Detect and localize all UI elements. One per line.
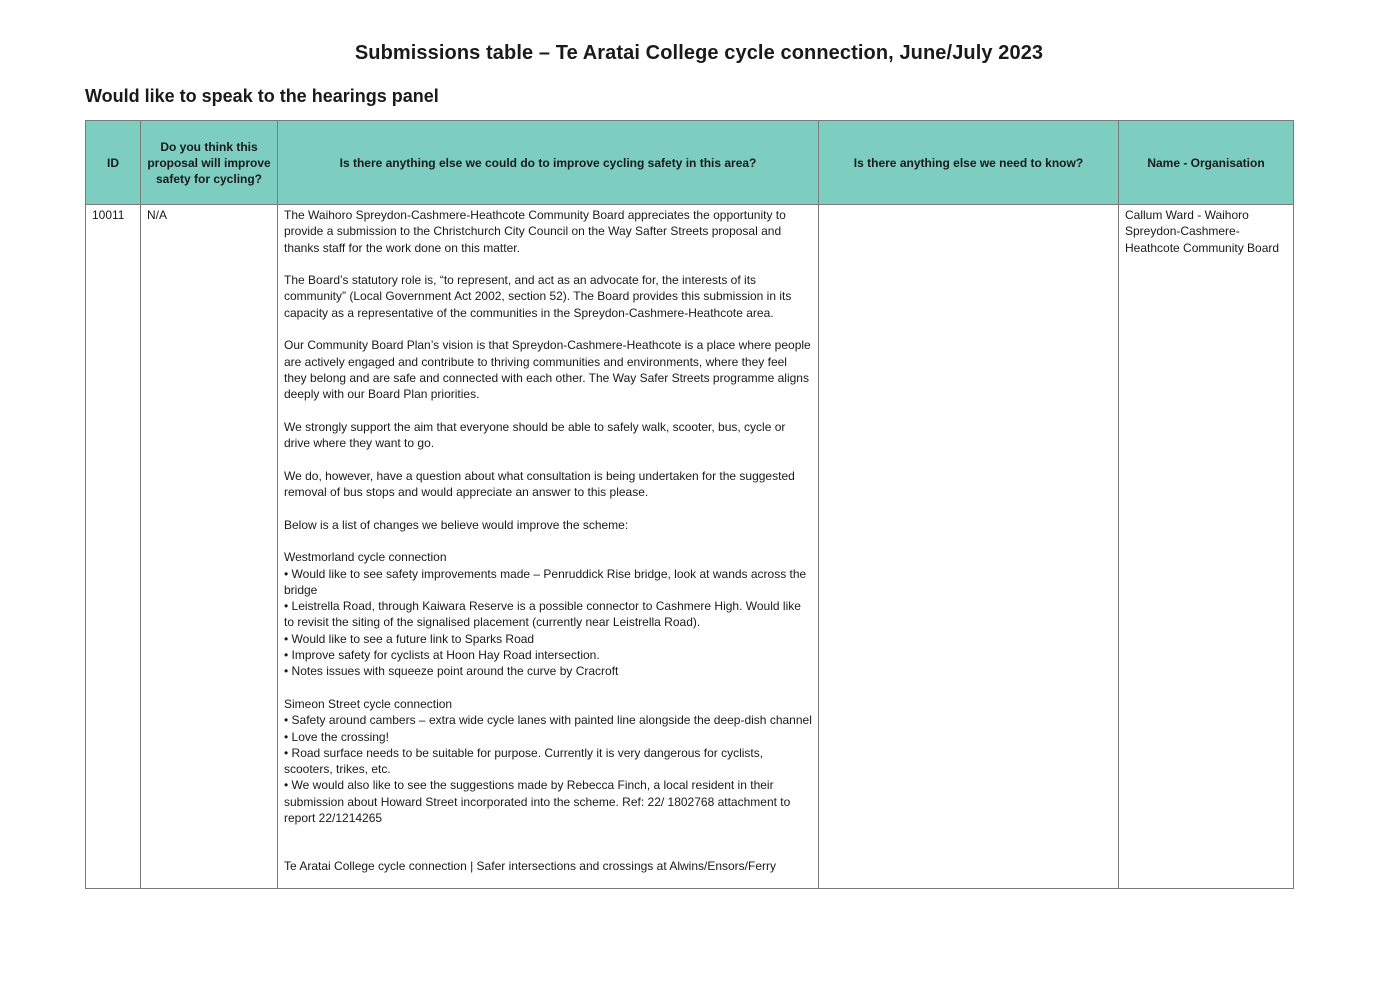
cell-anything-else-know	[819, 205, 1119, 889]
section-heading: Would like to speak to the hearings panel	[85, 86, 439, 106]
cell-improve-safety: N/A	[141, 205, 278, 889]
list-item: • Leistrella Road, through Kaiwara Reserve is a possible connector to Cashmere High. Would like to revisit the siting of the signalised placement (currently near Leistrella Road).	[284, 599, 801, 630]
simeon-heading: Simeon Street cycle connection	[284, 696, 453, 711]
comment-paragraph: The Waihoro Spreydon-Cashmere-Heathcote Community Board appreciates the opportunity to provide a submission to the Christchurch City Council on the Way Safter Streets proposal and thanks staff for the work done on this matter.	[284, 208, 786, 255]
list-item: • Notes issues with squeeze point around the curve by Cracroft	[284, 664, 619, 679]
simeon-section	[284, 696, 812, 826]
comment-paragraph: We strongly support the aim that everyone should be able to safely walk, scooter, bus, cycle or drive where they want to go.	[284, 419, 786, 451]
header-anything-else-know: Is there anything else we need to know?	[819, 121, 1119, 205]
comment-paragraph: We do, however, have a question about what consultation is being undertaken for the suggested removal of bus stops and would appreciate an answer to this please.	[284, 468, 795, 500]
list-item: • Road surface needs to be suitable for purpose. Currently it is very dangerous for cyclists, scooters, trikes, etc.	[284, 745, 764, 777]
cell-name-organisation: Callum Ward - Waihoro Spreydon-Cashmere-Heathcote Community Board	[1119, 205, 1294, 889]
table-row	[86, 205, 1294, 889]
comment-paragraph: The Board’s statutory role is, “to represent, and act as an advocate for, the interests of its community” (Local Government Act 2002, section 52). The Board provides this submission in its capacity as a representative of the communities in the Spreydon-Cashmere-Heathcote area.	[284, 273, 792, 320]
cell-comments	[278, 205, 819, 889]
header-anything-else-cycling: Is there anything else we could do to improve cycling safety in this area?	[278, 121, 819, 205]
document-title: Submissions table – Te Aratai College cycle connection, June/July 2023	[354, 42, 1044, 64]
header-name-organisation: Name - Organisation	[1119, 121, 1294, 205]
list-item: • Would like to see a future link to Sparks Road	[284, 631, 535, 646]
list-item: • We would also like to see the suggestions made by Rebecca Finch, a local resident in their submission about Howard Street incorporated into the scheme. Ref: 22/ 1802768 attachment to report 22/1214265	[284, 778, 791, 825]
header-improve-safety: Do you think this proposal will improve safety for cycling?	[141, 121, 278, 205]
table-header-row	[86, 121, 1294, 205]
list-item: • Love the crossing!	[284, 729, 389, 744]
comment-paragraph: Our Community Board Plan’s vision is that Spreydon-Cashmere-Heathcote is a place where people are actively engaged and contribute to thriving communities and environments, where they feel they belong and are safe and connected with each other. The Way Safer Streets programme aligns deeply with our Board Plan priorities.	[284, 338, 811, 402]
cell-id: 10011	[86, 205, 141, 889]
westmorland-section	[284, 549, 812, 679]
submissions-table	[85, 120, 1294, 889]
comment-footer-line: Te Aratai College cycle connection | Safer intersections and crossings at Alwins/Ensors/Ferry	[284, 859, 777, 874]
list-item: • Would like to see safety improvements made – Penruddick Rise bridge, look at wands across the bridge	[284, 566, 807, 597]
westmorland-heading: Westmorland cycle connection	[284, 550, 447, 565]
list-item: • Improve safety for cyclists at Hoon Hay Road intersection.	[284, 648, 600, 663]
list-item: • Safety around cambers – extra wide cycle lanes with painted line alongside the deep-dish channel	[284, 713, 812, 728]
comment-paragraph: Below is a list of changes we believe would improve the scheme:	[284, 517, 629, 532]
header-id: ID	[86, 121, 141, 205]
